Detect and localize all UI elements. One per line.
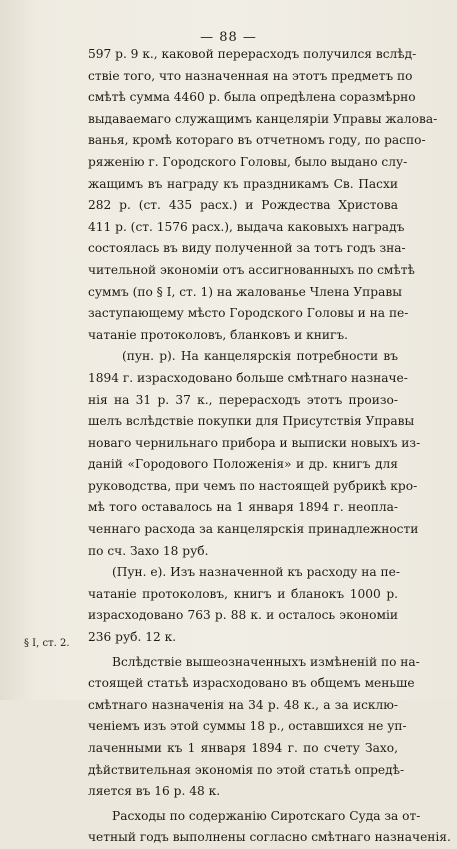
text-line: ряженію г. Городского Головы, было выдано слу- [88, 154, 408, 169]
text-line: смѣтнаго назначенія на 34 р. 48 к., а за исклю- [88, 697, 398, 712]
text-line: нія на 31 р. 37 к., перерасходъ этотъ произо- [88, 392, 398, 407]
text-line: стоящей статьѣ израсходовано въ общемъ меньше [88, 676, 415, 691]
text-line: Расходы по содержанію Сиротскаго Суда за от- [112, 808, 421, 823]
text-line: (пун. р). На канцелярскія потребности въ [122, 349, 398, 364]
margin-note: § I, ст. 2. [24, 638, 70, 649]
text-line: заступающему мѣсто Городского Головы и на пе- [88, 306, 409, 321]
text-line: мѣ того оставалось на 1 января 1894 г. неопла- [88, 500, 398, 515]
body-text [88, 44, 451, 849]
text-line: новаго чернильнаго прибора и выписки новыхъ из- [88, 435, 421, 450]
text-line: ченіемъ изъ этой суммы 18 р., оставшихся не уп- [88, 719, 407, 734]
text-line: шелъ вслѣдствіе покупки для Присутствія Управы [88, 414, 415, 429]
text-line: суммъ (по § I, ст. 1) на жалованье Члена Управы [88, 284, 402, 299]
text-line: даній «Городового Положенія» и др. книгъ для [88, 457, 398, 472]
text-line: чатаніе протоколовъ, бланковъ и книгъ. [88, 327, 348, 342]
text-line: 1894 г. израсходовано больше смѣтнаго назначе- [88, 370, 408, 385]
text-line: 236 руб. 12 к. [88, 630, 177, 645]
text-line: чительной экономіи отъ ассигнованныхъ по смѣтѣ [88, 262, 415, 277]
text-line: (Пун. е). Изъ назначенной къ расходу на пе- [112, 565, 400, 580]
text-line: по сч. Захо 18 руб. [88, 543, 209, 558]
page-number: — 88 — [200, 30, 257, 45]
text-line: 282 р. (ст. 435 расх.) и Рождества Христова [88, 198, 398, 213]
text-line: дѣйствительная экономія по этой статьѣ опредѣ- [88, 762, 405, 777]
text-line: чатаніе протоколовъ, книгъ и бланокъ 1000 р. [88, 586, 398, 601]
text-line: состоялась въ виду полученной за тотъ годъ зна- [88, 241, 406, 256]
text-line: выдаваемаго служащимъ канцеляріи Управы жалова- [88, 111, 438, 126]
text-line: ванья, кромѣ котораго въ отчетномъ году, по распо- [88, 133, 426, 148]
text-line: 597 р. 9 к., каковой перерасходъ получился вслѣд- [88, 47, 417, 61]
text-line: израсходовано 763 р. 88 к. и осталось экономіи [88, 608, 398, 623]
text-line: ствіе того, что назначенная на этотъ предметъ по [88, 68, 413, 83]
text-line: Вслѣдствіе вышеозначенныхъ измѣненій по на- [112, 654, 420, 669]
text-line: руководства, при чемъ по настоящей рубрикѣ кро- [88, 478, 418, 493]
text-line: лаченными къ 1 января 1894 г. по счету Захо, [88, 741, 398, 755]
text-line: четный годъ выполнены согласно смѣтнаго назначенія. [88, 830, 451, 845]
text-line: ченнаго расхода за канцелярскія принадлежности [88, 522, 419, 537]
text-line: 411 р. (ст. 1576 расх.), выдача каковыхъ наградъ [88, 219, 405, 234]
text-line: смѣтѣ сумма 4460 р. была опредѣлена соразмѣрно [88, 90, 416, 105]
text-line: ляется въ 16 р. 48 к. [88, 784, 221, 799]
text-line: жащимъ въ награду къ праздникамъ Св. Пасхи [88, 176, 398, 191]
